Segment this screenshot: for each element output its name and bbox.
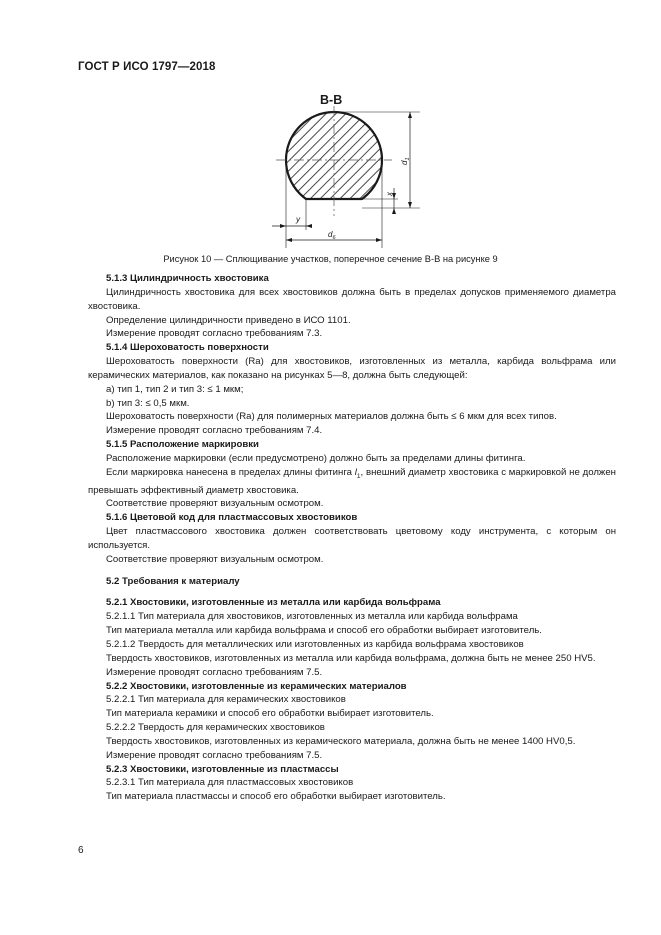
cross-section-drawing (262, 88, 422, 248)
section-heading-5-2-2: 5.2.2 Хвостовики, изготовленные из керамических материалов (106, 680, 407, 692)
document-body (88, 272, 616, 804)
subsection-5-2-3-1: 5.2.3.1 Тип материала для пластмассовых хвостовиков (106, 777, 354, 789)
section-heading-5-2: 5.2 Требования к материалу (106, 575, 240, 587)
svg-text:y: y (296, 215, 300, 224)
paragraph: Твердость хвостовиков, изготовленных из керамического материала, должна быть не менее 1400 HV0,5. (106, 735, 576, 747)
section-heading-5-2-1: 5.2.1 Хвостовики, изготовленные из металла или карбида вольфрама (106, 597, 441, 609)
paragraph: Определение цилиндричности приведено в ИСО 1101. (106, 314, 351, 326)
subsection-5-2-2-1: 5.2.2.1 Тип материала для керамических хвостовиков (106, 694, 346, 706)
list-item-b: b) тип 3: ≤ 0,5 мкм. (106, 397, 190, 409)
section-heading-5-1-6: 5.1.6 Цветовой код для пластмассовых хвостовиков (106, 512, 358, 524)
paragraph: Шероховатость поверхности (Ra) для полимерных материалов должна быть ≤ 6 мкм для всех типов. (106, 411, 557, 423)
paragraph: Измерение проводят согласно требованиям 7.4. (106, 425, 323, 437)
section-heading-5-1-3: 5.1.3 Цилиндричность хвостовика (106, 273, 269, 284)
paragraph: Цилиндричность хвостовика для всех хвостовиков должна быть в пределах допусков применяемого диаметра хвостовика. (88, 286, 616, 312)
paragraph: Тип материала керамики и способ его обработки выбирает изготовитель. (106, 708, 434, 720)
paragraph: Шероховатость поверхности (Ra) для хвостовиков, изготовленных из металла, карбида вольфрама или керамических материалов, как показано на рисунках 5—8, должна быть следующей: (88, 356, 616, 381)
section-heading-5-1-4: 5.1.4 Шероховатость поверхности (106, 342, 269, 354)
figure-section-title: В-В (320, 93, 343, 107)
svg-text:d6: $d_6$ (328, 230, 336, 241)
paragraph: Тип материала пластмассы и способ его обработки выбирает изготовитель. (106, 791, 446, 803)
list-item-a: a) тип 1, тип 2 и тип 3: ≤ 1 мкм; (106, 383, 244, 395)
paragraph: Твердость хвостовиков, изготовленных из металла или карбида вольфрама, должна быть не менее 250 HV5. (106, 652, 596, 664)
svg-text:d1: $d_1$ (400, 157, 411, 165)
svg-text:x: x (385, 192, 394, 196)
paragraph: Если маркировка нанесена в пределах длины фитинга $l_1$, внешний диаметр хвостовика с маркировкой не должен превышать эффективный диаметр хвостовика. (88, 466, 616, 496)
section-heading-5-2-3: 5.2.3 Хвостовики, изготовленные из пластмассы (106, 763, 339, 775)
paragraph: Измерение проводят согласно требованиям 7.3. (106, 328, 323, 340)
paragraph: Цвет пластмассового хвостовика должен соответствовать цветовому коду инструмента, с которым он используется. (88, 526, 616, 551)
paragraph: Измерение проводят согласно требованиям 7.5. (106, 666, 323, 678)
section-heading-5-1-5: 5.1.5 Расположение маркировки (106, 439, 259, 451)
paragraph: Тип материала металла или карбида вольфрама и способ его обработки выбирает изготовитель. (106, 625, 542, 637)
subsection-5-2-1-2: 5.2.1.2 Твердость для металлических или изготовленных из карбида вольфрама хвостовиков (106, 639, 524, 650)
subsection-5-2-1-1: 5.2.1.1 Тип материала для хвостовиков, изготовленных из металла или карбида вольфрама (106, 611, 518, 623)
paragraph: Измерение проводят согласно требованиям 7.5. (106, 749, 323, 761)
paragraph: Соответствие проверяют визуальным осмотром. (106, 498, 324, 510)
page-number: 6 (78, 845, 84, 856)
document-header: ГОСТ Р ИСО 1797—2018 (78, 61, 216, 73)
paragraph: Расположение маркировки (если предусмотрено) должно быть за пределами длины фитинга. (106, 452, 526, 464)
subsection-5-2-2-2: 5.2.2.2 Твердость для керамических хвостовиков (106, 722, 325, 734)
paragraph: Соответствие проверяют визуальным осмотром. (106, 553, 324, 565)
figure-caption: Рисунок 10 — Сплющивание участков, поперечное сечение В-В на рисунке 9 (163, 254, 498, 264)
